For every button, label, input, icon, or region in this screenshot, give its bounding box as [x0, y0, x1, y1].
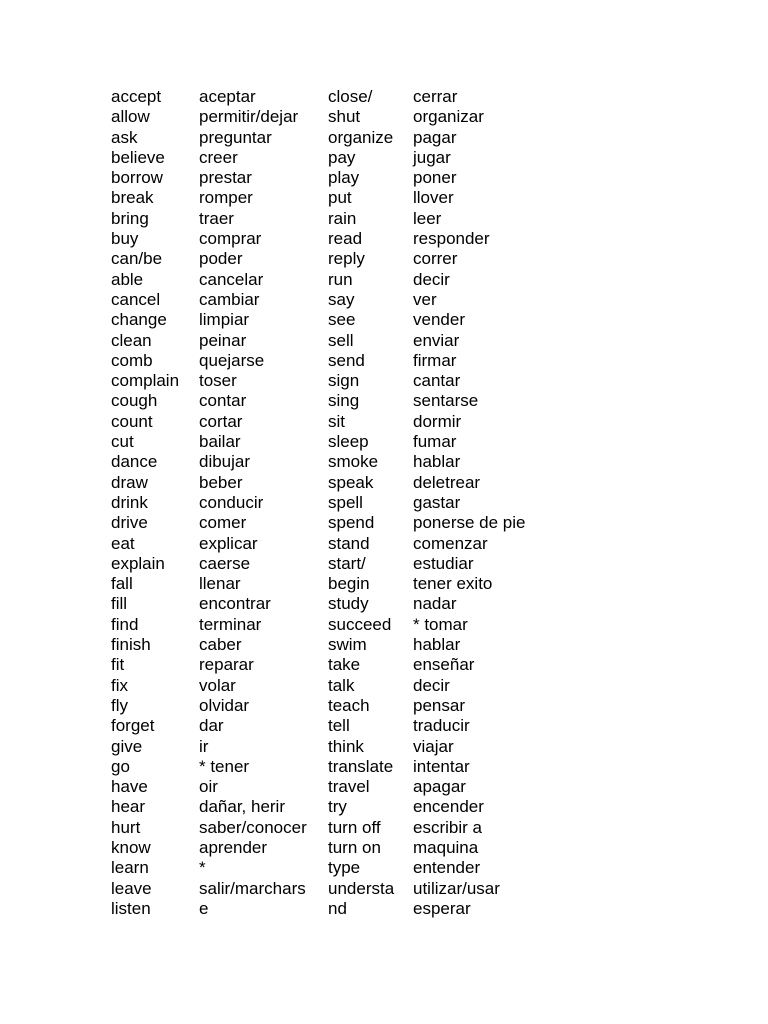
word-cell: beber	[199, 472, 243, 492]
word-cell: hear	[111, 797, 146, 817]
word-cell: permitir/dejar	[199, 107, 299, 127]
word-cell: contar	[199, 391, 247, 411]
word-cell: *	[199, 858, 206, 878]
word-cell: able	[111, 269, 144, 289]
word-cell: bailar	[199, 432, 241, 452]
word-cell: break	[111, 188, 154, 208]
word-cell: cortar	[199, 411, 243, 431]
word-cell: can/be	[111, 249, 163, 269]
word-cell: finish	[111, 635, 151, 655]
word-cell: fumar	[413, 432, 457, 452]
word-cell: borrow	[111, 168, 163, 188]
word-cell: olvidar	[199, 695, 250, 715]
word-cell: type	[328, 858, 361, 878]
word-cell: romper	[199, 188, 253, 208]
word-cell: sit	[328, 411, 345, 431]
word-cell: preguntar	[199, 127, 272, 147]
word-cell: give	[111, 736, 143, 756]
word-cell: estudiar	[413, 553, 474, 573]
word-cell: correr	[413, 249, 458, 269]
word-cell: enseñar	[413, 655, 475, 675]
word-cell: explain	[111, 553, 165, 573]
word-cell: sign	[328, 371, 360, 391]
word-cell: send	[328, 350, 365, 370]
word-cell: run	[328, 269, 353, 289]
word-cell: terminar	[199, 614, 262, 634]
word-cell: go	[111, 756, 130, 776]
word-cell: forget	[111, 716, 155, 736]
word-cell: responder	[413, 229, 490, 249]
word-cell: think	[328, 736, 364, 756]
word-cell: allow	[111, 107, 150, 127]
word-cell: viajar	[413, 736, 454, 756]
word-cell: drink	[111, 492, 148, 512]
word-cell: cambiar	[199, 289, 260, 309]
word-cell: take	[328, 655, 361, 675]
word-cell: turn off	[328, 817, 381, 837]
word-cell: shut	[328, 107, 361, 127]
word-cell: have	[111, 777, 148, 797]
word-cell: drive	[111, 513, 148, 533]
word-cell: stand	[328, 533, 370, 553]
word-cell: accept	[111, 87, 162, 106]
word-cell: draw	[111, 472, 148, 492]
word-cell: * tener	[199, 756, 250, 776]
word-cell: volar	[199, 675, 236, 695]
word-cell: smoke	[328, 452, 379, 472]
word-cell: dormir	[413, 411, 462, 431]
word-cell: ask	[111, 127, 138, 147]
word-cell: e	[199, 898, 209, 918]
word-cell: clean	[111, 330, 152, 350]
word-cell: close/	[328, 87, 373, 106]
spanish-column-1	[199, 87, 307, 919]
word-cell: rain	[328, 208, 357, 228]
word-cell: reply	[328, 249, 365, 269]
word-cell: pensar	[413, 695, 465, 715]
word-cell: hablar	[413, 635, 461, 655]
word-cell: comb	[111, 350, 153, 370]
word-cell: eat	[111, 533, 135, 553]
word-cell: escribir a	[413, 817, 482, 837]
word-cell: read	[328, 229, 363, 249]
word-cell: dar	[199, 716, 224, 736]
word-cell: sing	[328, 391, 360, 411]
word-cell: listen	[111, 898, 151, 918]
word-cell: aceptar	[199, 87, 256, 106]
word-cell: saber/conocer	[199, 817, 307, 837]
word-cell: utilizar/usar	[413, 878, 500, 898]
word-cell: spell	[328, 492, 363, 512]
word-cell: creer	[199, 147, 238, 167]
word-cell: intentar	[413, 756, 470, 776]
word-cell: decir	[413, 269, 450, 289]
word-cell: enviar	[413, 330, 460, 350]
word-cell: swim	[328, 635, 367, 655]
word-cell: explicar	[199, 533, 258, 553]
word-cell: comer	[199, 513, 247, 533]
word-cell: poner	[413, 168, 457, 188]
word-cell: ver	[413, 289, 437, 309]
word-cell: quejarse	[199, 350, 265, 370]
word-cell: dibujar	[199, 452, 251, 472]
word-cell: believe	[111, 147, 165, 167]
word-cell: vender	[413, 310, 465, 330]
word-cell: tener exito	[413, 574, 493, 594]
word-cell: put	[328, 188, 352, 208]
word-cell: prestar	[199, 168, 252, 188]
word-cell: cough	[111, 391, 158, 411]
word-cell: find	[111, 614, 139, 634]
word-cell: hablar	[413, 452, 461, 472]
word-cell: try	[328, 797, 347, 817]
word-cell: deletrear	[413, 472, 481, 492]
word-cell: succeed	[328, 614, 392, 634]
word-cell: reparar	[199, 655, 254, 675]
word-cell: apagar	[413, 777, 466, 797]
word-cell: organizar	[413, 107, 484, 127]
word-cell: turn on	[328, 837, 381, 857]
word-cell: begin	[328, 574, 370, 594]
word-cell: know	[111, 837, 151, 857]
word-cell: say	[328, 289, 355, 309]
word-cell: conducir	[199, 492, 264, 512]
word-cell: teach	[328, 695, 370, 715]
word-cell: gastar	[413, 492, 461, 512]
word-cell: cancelar	[199, 269, 264, 289]
word-cell: cantar	[413, 371, 461, 391]
word-cell: encontrar	[199, 594, 271, 614]
english-column-2	[328, 87, 394, 919]
word-cell: talk	[328, 675, 355, 695]
word-cell: decir	[413, 675, 450, 695]
word-cell: esperar	[413, 898, 471, 918]
word-cell: caerse	[199, 553, 251, 573]
word-cell: learn	[111, 858, 149, 878]
spanish-column-2	[413, 87, 525, 919]
word-cell: limpiar	[199, 310, 250, 330]
word-cell: aprender	[199, 837, 268, 857]
word-cell: llover	[413, 188, 454, 208]
word-cell: * tomar	[413, 614, 468, 634]
word-cell: organize	[328, 127, 394, 147]
word-cell: llenar	[199, 574, 241, 594]
word-cell: comenzar	[413, 533, 488, 553]
word-cell: salir/marchars	[199, 878, 306, 898]
word-cell: see	[328, 310, 356, 330]
word-cell: poder	[199, 249, 243, 269]
word-cell: complain	[111, 371, 180, 391]
word-cell: nd	[328, 898, 347, 918]
word-cell: hurt	[111, 817, 141, 837]
word-cell: leer	[413, 208, 442, 228]
word-cell: tell	[328, 716, 350, 736]
word-cell: sentarse	[413, 391, 479, 411]
word-cell: fix	[111, 675, 128, 695]
word-cell: toser	[199, 371, 237, 391]
word-cell: fit	[111, 655, 125, 675]
word-cell: traducir	[413, 716, 470, 736]
word-cell: ponerse de pie	[413, 513, 526, 533]
word-cell: peinar	[199, 330, 247, 350]
word-cell: fall	[111, 574, 133, 594]
word-cell: count	[111, 411, 153, 431]
word-cell: start/	[328, 553, 366, 573]
word-cell: pagar	[413, 127, 457, 147]
word-cell: understa	[328, 878, 395, 898]
word-cell: play	[328, 168, 360, 188]
word-cell: firmar	[413, 350, 457, 370]
word-cell: cancel	[111, 289, 161, 309]
word-cell: pay	[328, 147, 356, 167]
word-cell: oir	[199, 777, 218, 797]
word-cell: sleep	[328, 432, 369, 452]
word-cell: comprar	[199, 229, 262, 249]
word-cell: maquina	[413, 837, 479, 857]
word-cell: caber	[199, 635, 242, 655]
word-cell: encender	[413, 797, 484, 817]
word-cell: entender	[413, 858, 481, 878]
word-cell: traer	[199, 208, 234, 228]
word-cell: change	[111, 310, 167, 330]
word-cell: jugar	[413, 147, 451, 167]
word-cell: fly	[111, 695, 128, 715]
word-cell: dañar, herir	[199, 797, 285, 817]
word-cell: spend	[328, 513, 375, 533]
word-cell: cut	[111, 432, 134, 452]
word-cell: translate	[328, 756, 394, 776]
english-column-1	[111, 87, 179, 919]
word-cell: cerrar	[413, 87, 458, 106]
word-cell: dance	[111, 452, 158, 472]
word-cell: bring	[111, 208, 149, 228]
word-cell: leave	[111, 878, 152, 898]
word-cell: buy	[111, 229, 139, 249]
word-cell: study	[328, 594, 369, 614]
word-cell: sell	[328, 330, 354, 350]
word-cell: ir	[199, 736, 209, 756]
word-cell: nadar	[413, 594, 457, 614]
word-cell: fill	[111, 594, 128, 614]
word-cell: speak	[328, 472, 374, 492]
word-cell: travel	[328, 777, 370, 797]
